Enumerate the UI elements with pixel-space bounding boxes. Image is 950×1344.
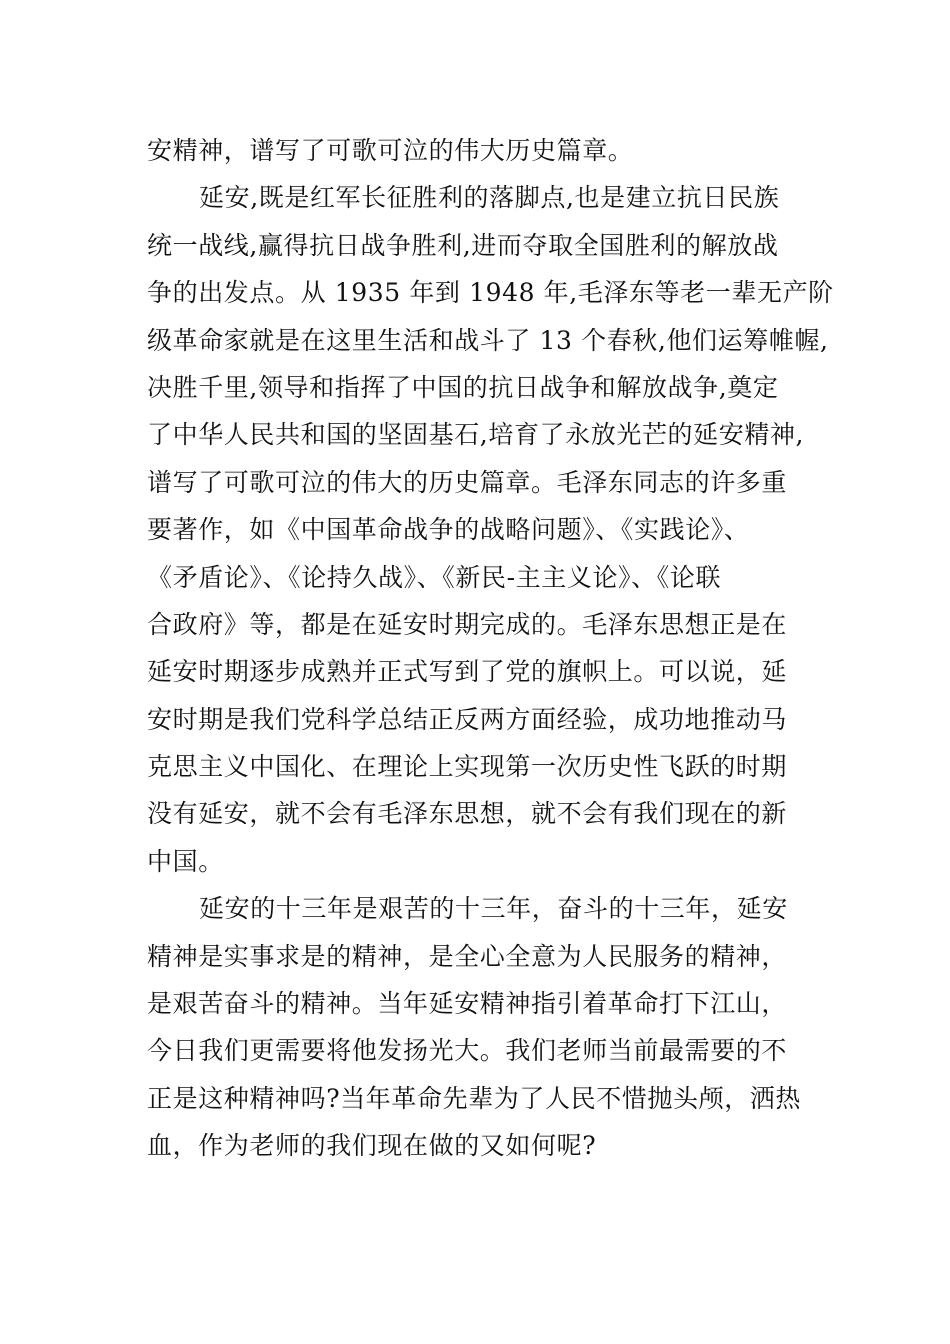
text-line: 安时期是我们党科学总结正反两方面经验，成功地推动马 bbox=[147, 704, 788, 734]
text-line: 级革命家就是在这里生活和战斗了 13 个春秋,他们运筹帷幄, bbox=[147, 325, 829, 355]
text-line: 《矛盾论》、《论持久战》、《新民-主主义论》、《论联 bbox=[147, 562, 722, 592]
text-line: 决胜千里,领导和指挥了中国的抗日战争和解放战争,奠定 bbox=[147, 372, 779, 402]
text-line: 争的出发点。从 1935 年到 1948 年,毛泽东等老一辈无产阶 bbox=[147, 278, 834, 308]
text-line: 正是这种精神吗?当年革命先辈为了人民不惜抛头颅，洒热 bbox=[147, 1083, 802, 1113]
text-line: 是艰苦奋斗的精神。当年延安精神指引着革命打下江山， bbox=[147, 989, 788, 1019]
text-line: 谱写了可歌可泣的伟大的历史篇章。毛泽东同志的许多重 bbox=[147, 467, 788, 497]
text-line: 血，作为老师的我们现在做的又如何呢? bbox=[147, 1131, 597, 1161]
text-line: 中国。 bbox=[147, 846, 224, 876]
text-line: 延安,既是红军长征胜利的落脚点,也是建立抗日民族 bbox=[199, 183, 780, 213]
text-line: 今日我们更需要将他发扬光大。我们老师当前最需要的不 bbox=[147, 1036, 788, 1066]
text-line: 延安时期逐步成熟并正式写到了党的旗帜上。可以说，延 bbox=[147, 657, 788, 687]
text-line: 合政府》等，都是在延安时期完成的。毛泽东思想正是在 bbox=[147, 609, 788, 639]
text-line: 要著作，如《中国革命战争的战略问题》、《实践论》、 bbox=[147, 515, 750, 545]
text-line: 克思主义中国化、在理论上实现第一次历史性飞跃的时期 bbox=[147, 752, 788, 782]
text-line: 没有延安，就不会有毛泽东思想，就不会有我们现在的新 bbox=[147, 799, 788, 829]
text-line: 延安的十三年是艰苦的十三年，奋斗的十三年，延安 bbox=[199, 894, 788, 924]
document-body bbox=[147, 127, 834, 1170]
text-line: 了中华人民共和国的坚固基石,培育了永放光芒的延安精神, bbox=[147, 420, 805, 450]
text-line: 安精神，谱写了可歌可泣的伟大历史篇章。 bbox=[147, 136, 634, 165]
text-line: 统一战线,赢得抗日战争胜利,进而夺取全国胜利的解放战 bbox=[147, 230, 779, 260]
text-line: 精神是实事求是的精神，是全心全意为人民服务的精神， bbox=[147, 941, 788, 971]
